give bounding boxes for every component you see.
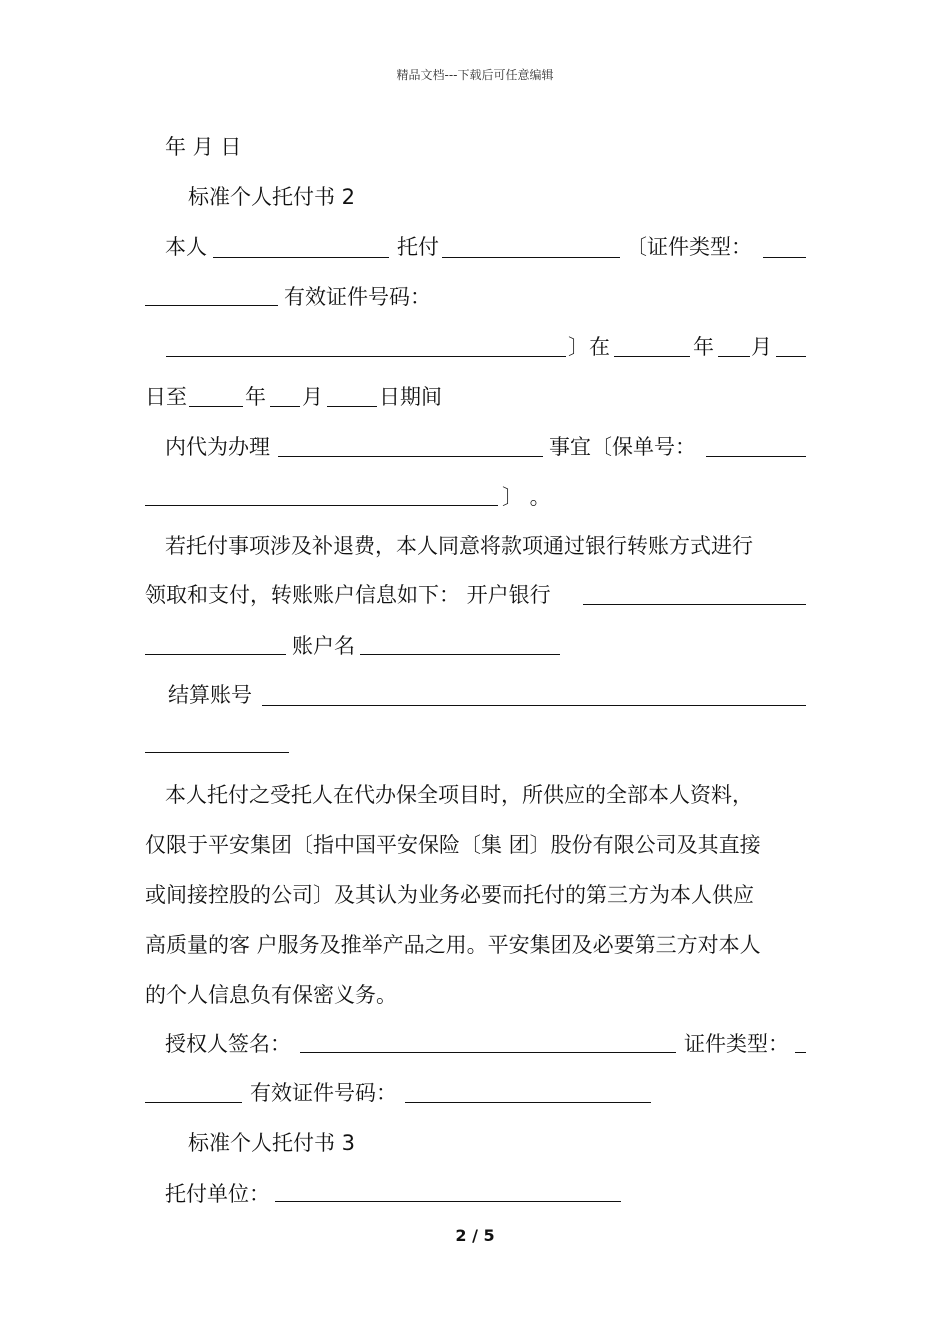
text-id-number-2: 有效证件号码： [250, 1081, 397, 1105]
blank-signature[interactable] [300, 1052, 676, 1053]
text-refund: 若托付事项涉及补退费，本人同意将款项通过银行转账方式进行 [165, 534, 753, 558]
para-line-1: 本人托付之受托人在代办保全项目时，所供应的全部本人资料， [165, 783, 753, 807]
para-line-3: 或间接控股的公司〕及其认为业务必要而托付的第三方为本人供应 [145, 883, 754, 907]
text-day-to: 日至 [145, 385, 187, 409]
text-account-name: 账户名 [292, 634, 355, 658]
blank-account-name[interactable] [360, 654, 560, 655]
blank-policy-no[interactable] [706, 456, 806, 457]
blank-account-no[interactable] [262, 705, 806, 706]
blank-agent-name[interactable] [442, 257, 620, 258]
blank-start-month[interactable] [718, 356, 750, 357]
para-line-5: 的个人信息负有保密义务。 [145, 983, 397, 1007]
blank-policy-no-cont[interactable] [145, 505, 498, 506]
blank-id-type-cont[interactable] [145, 305, 278, 306]
blank-end-month[interactable] [270, 406, 300, 407]
text-id-type-2: 证件类型： [684, 1032, 789, 1056]
text-entrust-unit: 托付单位： [165, 1182, 270, 1206]
section-title-3: 标准个人托付书 3 [188, 1131, 356, 1155]
blank-id-number-2[interactable] [405, 1102, 651, 1103]
para-line-4: 高质量的客 户服务及推举产品之用。平安集团及必要第三方对本人 [145, 933, 761, 957]
text-id-number: 有效证件号码： [284, 285, 431, 309]
text-month: 月 [751, 335, 772, 359]
blank-end-year[interactable] [189, 406, 243, 407]
blank-bank[interactable] [583, 604, 806, 605]
page-number: 2 / 5 [455, 1226, 495, 1245]
text-principal: 本人 [165, 235, 207, 259]
blank-matter[interactable] [278, 456, 543, 457]
blank-entrust-unit[interactable] [275, 1201, 621, 1202]
text-entrust: 托付 [397, 235, 439, 259]
page-header: 精品文档---下载后可任意编辑 [396, 68, 554, 82]
para-line-2: 仅限于平安集团〔指中国平安保险〔集 团〕股份有限公司及其直接 [145, 833, 761, 857]
blank-bank-cont[interactable] [145, 654, 286, 655]
blank-principal-name[interactable] [213, 257, 389, 258]
text-close-paren: 〕 。 [502, 485, 551, 509]
blank-id-number[interactable] [166, 356, 566, 357]
blank-start-day[interactable] [776, 356, 806, 357]
text-day-period: 日期间 [379, 385, 442, 409]
text-handle: 内代为办理 [165, 435, 270, 459]
blank-end-day[interactable] [327, 406, 377, 407]
text-year-2: 年 [245, 385, 266, 409]
text-account-no: 结算账号 [168, 683, 252, 707]
blank-id-type-2-cont[interactable] [145, 1102, 242, 1103]
text-month-2: 月 [302, 385, 323, 409]
date-line: 年 月 日 [165, 135, 242, 159]
text-bank: 领取和支付，转账账户信息如下： 开户银行 [145, 583, 551, 607]
text-id-type: 〔证件类型： [626, 235, 752, 259]
text-policy-no: 事宜〔保单号： [549, 435, 696, 459]
blank-id-type[interactable] [763, 257, 806, 258]
blank-start-year[interactable] [614, 356, 690, 357]
blank-account-no-cont[interactable] [145, 752, 289, 753]
blank-id-type-2[interactable] [795, 1052, 806, 1053]
text-year: 年 [693, 335, 714, 359]
text-signature: 授权人签名： [165, 1032, 291, 1056]
text-at: 〕在 [568, 335, 610, 359]
section-title-2: 标准个人托付书 2 [188, 185, 356, 209]
